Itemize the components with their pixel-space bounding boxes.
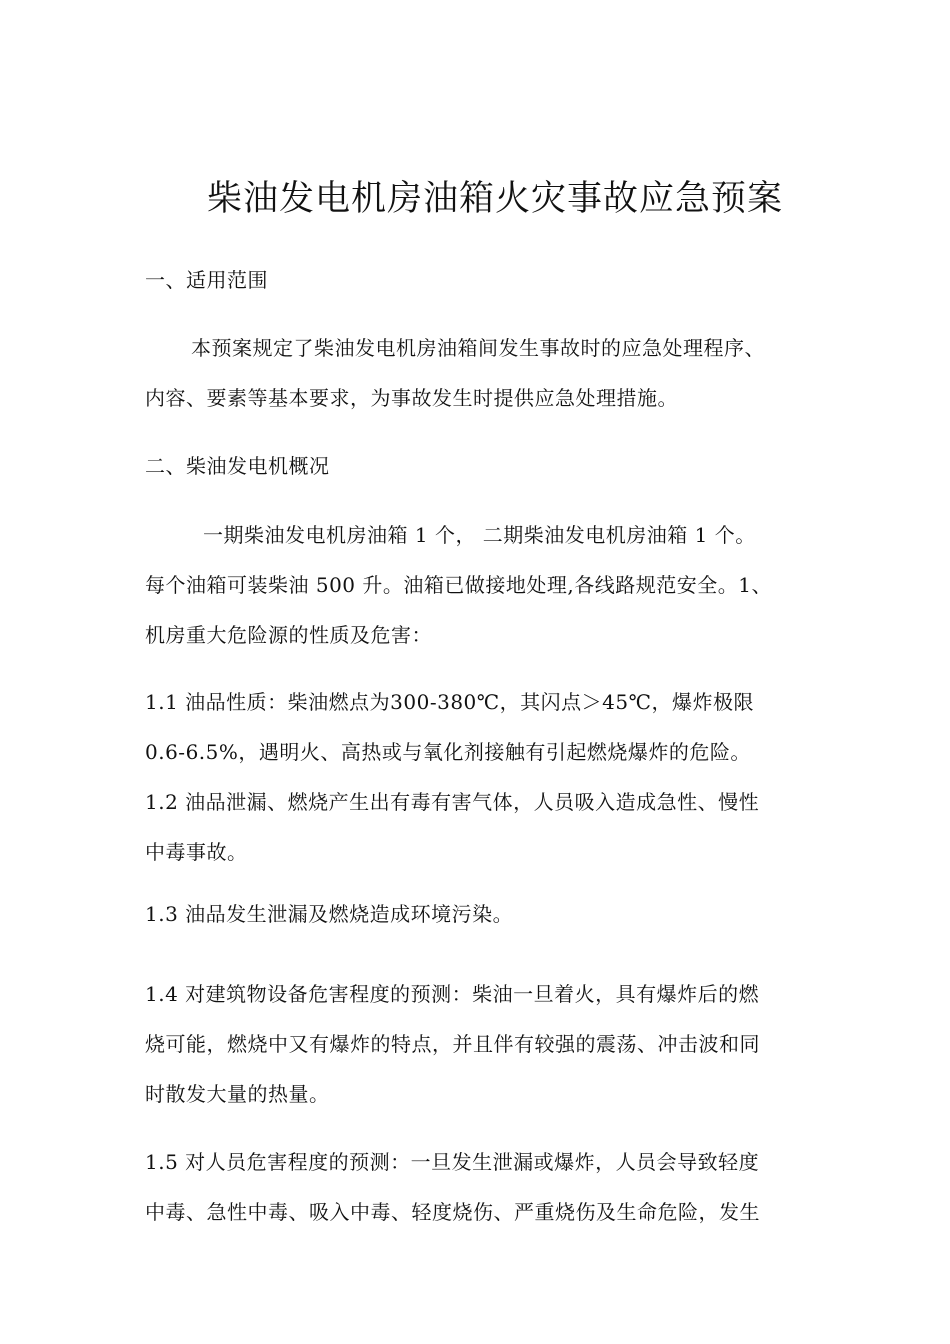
- paragraph-line: 0.6-6.5%，遇明火、高热或与氧化剂接触有引起燃烧爆炸的危险。: [145, 740, 751, 764]
- paragraph-line: 内容、要素等基本要求，为事故发生时提供应急处理措施。: [145, 386, 678, 410]
- paragraph-line: 每个油箱可装柴油 500 升。油箱已做接地处理,各线路规范安全。1、: [145, 573, 772, 597]
- heading-text: 二、柴油发电机概况: [145, 454, 330, 478]
- paragraph-line: 1.1 油品性质：柴油燃点为300-380℃，其闪点＞45℃，爆炸极限: [145, 690, 754, 714]
- document-title: 柴油发电机房油箱火灾事故应急预案: [206, 179, 783, 219]
- paragraph-line: 1.4 对建筑物设备危害程度的预测：柴油一旦着火，具有爆炸后的燃: [145, 982, 760, 1006]
- section-heading-scope: [145, 255, 813, 305]
- paragraph-line: 机房重大危险源的性质及危害：: [145, 623, 432, 647]
- paragraph-line: 中毒事故。: [145, 840, 248, 864]
- paragraph-scope: [145, 323, 813, 423]
- paragraph-line: 烧可能，燃烧中又有爆炸的特点，并且伴有较强的震荡、冲击波和同: [145, 1032, 760, 1056]
- paragraph-line: 1.2 油品泄漏、燃烧产生出有毒有害气体，人员吸入造成急性、慢性: [145, 790, 760, 814]
- paragraph-line: 中毒、急性中毒、吸入中毒、轻度烧伤、严重烧伤及生命危险，发生: [145, 1200, 760, 1224]
- paragraph-line: 1.3 油品发生泄漏及燃烧造成环境污染。: [145, 902, 514, 926]
- paragraph-item-1-5: [145, 1137, 813, 1237]
- paragraph-overview: [145, 510, 813, 660]
- paragraph-item-1-4: [145, 969, 813, 1119]
- paragraph-line: 一期柴油发电机房油箱 1 个， 二期柴油发电机房油箱 1 个。: [203, 523, 756, 547]
- paragraph-line: 1.5 对人员危害程度的预测：一旦发生泄漏或爆炸，人员会导致轻度: [145, 1150, 760, 1174]
- heading-text: 一、适用范围: [145, 268, 268, 292]
- section-heading-overview: [145, 441, 813, 491]
- paragraph-item-1-1-1-2: [145, 677, 813, 877]
- paragraph-line: 时散发大量的热量。: [145, 1082, 330, 1106]
- paragraph-line: 本预案规定了柴油发电机房油箱间发生事故时的应急处理程序、: [191, 336, 765, 360]
- paragraph-item-1-3: [145, 889, 813, 939]
